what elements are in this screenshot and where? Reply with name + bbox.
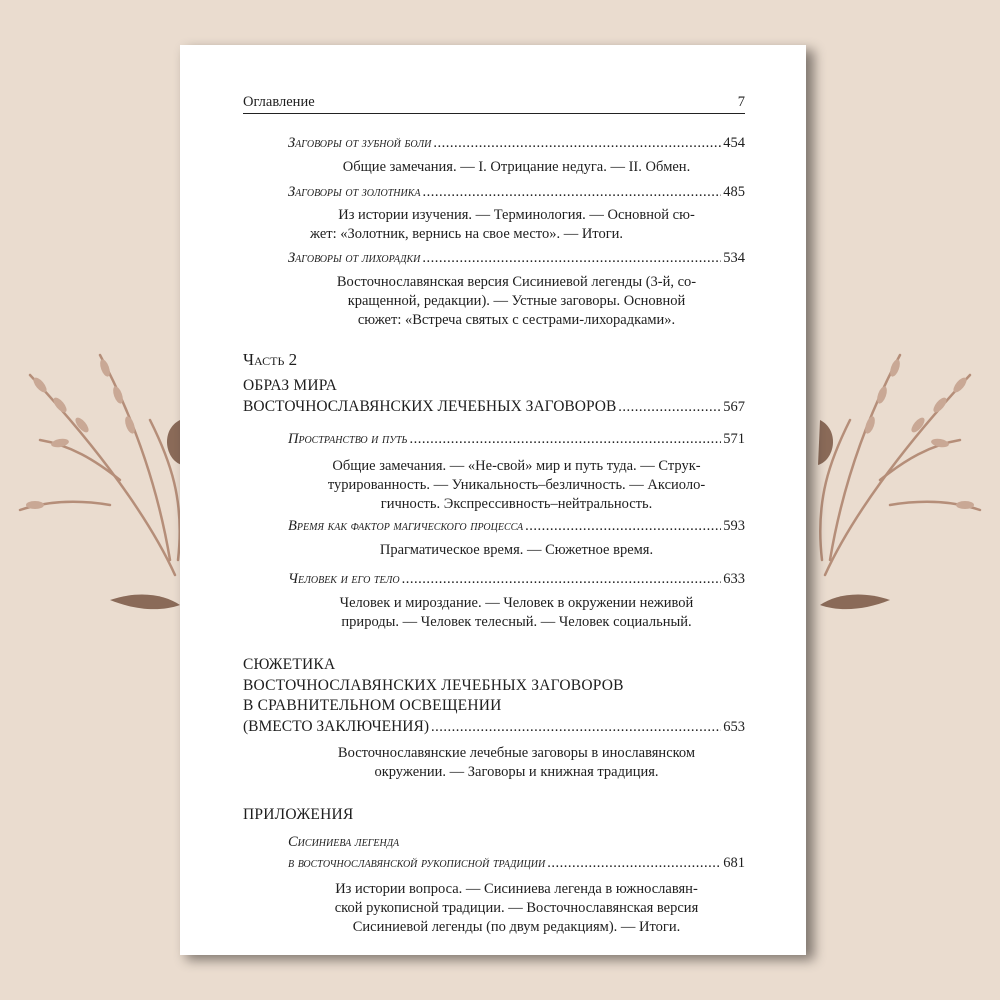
section-heading-title: (ВМЕСТО ЗАКЛЮЧЕНИЯ): [243, 718, 429, 735]
toc-entry-page: 633: [723, 571, 745, 587]
part-heading: ОБРАЗ МИРА: [243, 377, 337, 394]
header-page-number: 7: [737, 94, 745, 110]
toc-entry-description: окружении. — Заговоры и книжная традиция.: [374, 764, 659, 780]
appendix-entry: [288, 853, 745, 873]
toc-entry-page: 593: [723, 518, 745, 534]
toc-entry-description: турированность. — Уникальность–безличность. — Аксиоло-: [327, 477, 706, 493]
leader-dots: [431, 717, 721, 737]
part-label: Часть 2: [243, 350, 298, 369]
leader-dots: [402, 569, 722, 589]
toc-entry-page: 485: [723, 184, 745, 200]
section-heading: ВОСТОЧНОСЛАВЯНСКИХ ЛЕЧЕБНЫХ ЗАГОВОРОВ: [243, 677, 624, 694]
toc-entry: [288, 248, 745, 268]
appendix-entry-title: Сисиниева легенда: [288, 834, 400, 850]
toc-entry-description: Из истории вопроса. — Сисиниева легенда в южнославян-: [335, 881, 698, 897]
appendix-entry-title-cont: в восточнославянской рукописной традиции: [288, 855, 546, 871]
toc-entry-description: Прагматическое время. — Сюжетное время.: [379, 542, 654, 558]
leader-dots: [422, 182, 721, 202]
part-heading-page: 567: [723, 399, 745, 415]
toc-entry-description: жет: «Золотник, вернись на свое место». — Итоги.: [310, 226, 624, 242]
toc-entry-description: Сисиниевой легенды (по двум редакциям). — Итоги.: [352, 919, 681, 935]
toc-entry: [288, 429, 745, 449]
toc-entry-title: Время как фактор магического процесса: [288, 518, 524, 534]
toc-entry-title: Пространство и путь: [288, 431, 408, 447]
toc-entry-title: Заговоры от лихорадки: [288, 250, 421, 266]
section-heading-page: 653: [723, 719, 745, 735]
toc-entry-page: 454: [723, 135, 745, 151]
toc-entry-page: 534: [723, 250, 745, 266]
book-page: [180, 45, 806, 955]
toc-entry-description: Общие замечания. — «Не-свой» мир и путь туда. — Струк-: [332, 458, 701, 474]
toc-entry-title: Заговоры от зубной боли: [288, 135, 432, 151]
section-heading: В СРАВНИТЕЛЬНОМ ОСВЕЩЕНИИ: [243, 697, 502, 714]
section-heading-entry: [243, 717, 745, 737]
appendix-heading: ПРИЛОЖЕНИЯ: [243, 806, 354, 823]
part-heading-entry: [243, 397, 745, 417]
appendix-entry-page: 681: [723, 855, 745, 871]
leader-dots: [547, 853, 721, 873]
leader-dots: [525, 516, 721, 536]
leader-dots: [409, 429, 721, 449]
toc-entry: [288, 182, 745, 202]
toc-entry: [288, 516, 745, 536]
toc-entry-description: гичность. Экспрессивность–нейтральность.: [380, 496, 653, 512]
leader-dots: [422, 248, 721, 268]
toc-entry-description: Общие замечания. — I. Отрицание недуга. — II. Обмен.: [342, 159, 691, 175]
leader-dots: [433, 133, 721, 153]
toc-entry-description: Человек и мироздание. — Человек в окружении неживой: [339, 595, 694, 611]
toc-entry: [288, 569, 745, 589]
toc-entry-page: 571: [723, 431, 745, 447]
section-heading: СЮЖЕТИКА: [243, 656, 336, 673]
toc-entry-description: ской рукописной традиции. — Восточнославянская версия: [334, 900, 699, 916]
leader-dots: [618, 397, 721, 417]
toc-entry-description: Восточнославянская версия Сисиниевой легенды (3-й, со-: [336, 274, 697, 290]
toc-entry-description: кращенной, редакции). — Устные заговоры. Основной: [347, 293, 686, 309]
toc-entry-title: Заговоры от золотника: [288, 184, 421, 200]
toc-entry-description: Восточнославянские лечебные заговоры в инославянском: [337, 745, 696, 761]
toc-entry-title: Человек и его тело: [288, 571, 400, 587]
part-heading-title: ВОСТОЧНОСЛАВЯНСКИХ ЛЕЧЕБНЫХ ЗАГОВОРОВ: [243, 398, 617, 415]
header-title: Оглавление: [243, 94, 315, 110]
running-header: [243, 94, 745, 114]
toc-entry-description: сюжет: «Встреча святых с сестрами-лихорадками».: [357, 312, 676, 328]
toc-entry-description: Из истории изучения. — Терминология. — Основной сю-: [338, 207, 695, 223]
toc-entry-description: природы. — Человек телесный. — Человек социальный.: [341, 614, 692, 630]
toc-entry: [288, 133, 745, 153]
